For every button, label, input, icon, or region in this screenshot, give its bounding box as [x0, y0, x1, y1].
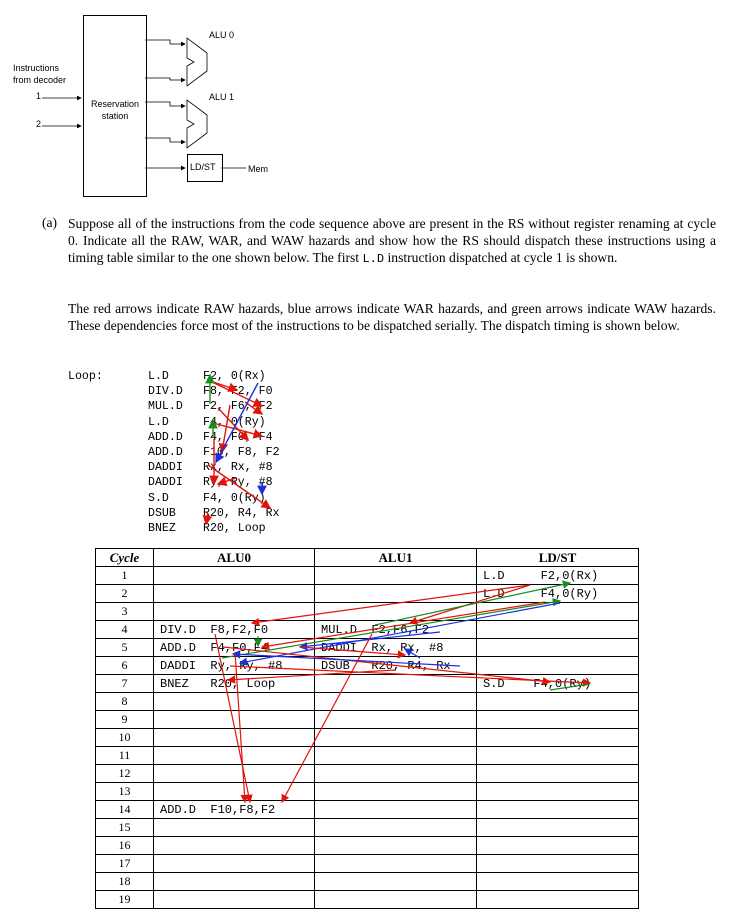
timing-table: [95, 548, 639, 909]
table-row: [96, 783, 639, 801]
cell-cycle: 1: [96, 567, 154, 585]
cell-alu0: [154, 837, 315, 855]
cell-alu1: [315, 765, 477, 783]
cell-cycle: 13: [96, 783, 154, 801]
cell-alu0: [154, 711, 315, 729]
question-text: Suppose all of the instructions from the code sequence above are present in the RS without register renaming at cycle 0. Indicate all the RAW, WAR, and WAW hazards and show how the RS should dispatch these instructions using a timing table similar to the one shown below. The first L.D instruction dispatched at cycle 1 is shown.: [68, 216, 716, 266]
table-row: [96, 837, 639, 855]
code-line-args: F2, F6, F2: [203, 400, 273, 414]
table-row: [96, 639, 639, 657]
table-row: [96, 567, 639, 585]
cell-alu0: [154, 747, 315, 765]
alu1-label: ALU 1: [209, 92, 235, 102]
code-line-op: L.D: [148, 415, 169, 429]
cell-ldst: [477, 693, 639, 711]
cell-alu1: [315, 603, 477, 621]
code-line-args: Rx, Rx, #8: [203, 461, 273, 475]
code-line-op: DIV.D: [148, 385, 183, 399]
table-header-row: [96, 549, 639, 567]
table-row: [96, 891, 639, 909]
code-line-args: R20, R4, Rx: [203, 506, 280, 520]
cell-alu1: [315, 729, 477, 747]
cell-alu1: [315, 873, 477, 891]
alu0-label: ALU 0: [209, 30, 235, 40]
table-row: [96, 657, 639, 675]
code-line-op: DSUB: [148, 506, 176, 520]
header-cycle: Cycle: [96, 549, 154, 567]
table-row: [96, 603, 639, 621]
code-line-args: F2, 0(Rx): [203, 370, 266, 383]
cell-alu0: [154, 873, 315, 891]
cell-cycle: 8: [96, 693, 154, 711]
cell-ldst: [477, 657, 639, 675]
cell-alu1: [315, 837, 477, 855]
mem-label: Mem: [248, 164, 268, 174]
table-row: [96, 621, 639, 639]
cell-cycle: 14: [96, 801, 154, 819]
cell-cycle: 11: [96, 747, 154, 765]
cell-alu1: [315, 819, 477, 837]
header-ldst: LD/ST: [477, 549, 639, 567]
cell-ldst: [477, 621, 639, 639]
reservation-station-label: Reservation station: [90, 99, 140, 121]
ldst-label: LD/ST: [190, 162, 216, 172]
table-row: [96, 819, 639, 837]
cell-cycle: 6: [96, 657, 154, 675]
cell-alu1: [315, 783, 477, 801]
table-row: [96, 765, 639, 783]
cell-cycle: 12: [96, 765, 154, 783]
cell-alu0: [154, 765, 315, 783]
code-line-args: Ry, Ry, #8: [203, 476, 273, 490]
cell-cycle: 9: [96, 711, 154, 729]
code-line-args: F4, 0(Ry): [203, 415, 266, 429]
cell-cycle: 19: [96, 891, 154, 909]
cell-alu0: [154, 567, 315, 585]
cell-cycle: 7: [96, 675, 154, 693]
cell-ldst: L.D F2,0(Rx): [477, 567, 639, 585]
input-1-label: 1: [36, 91, 42, 101]
table-row: [96, 873, 639, 891]
code-line-op: DADDI: [148, 476, 183, 490]
cell-alu0: [154, 783, 315, 801]
cell-ldst: [477, 783, 639, 801]
answer-text: The red arrows indicate RAW hazards, blue arrows indicate WAR hazards, and green arrows indicate WAW hazards. These dependencies force most of the instructions to be dispatched serially. The dispatch timing is shown below.: [68, 301, 716, 333]
header-alu0: ALU0: [154, 549, 315, 567]
code-line-op: BNEZ: [148, 522, 176, 535]
cell-alu1: [315, 711, 477, 729]
cell-cycle: 17: [96, 855, 154, 873]
table-row: [96, 855, 639, 873]
code-line-args: F4, F0, F4: [203, 430, 273, 444]
code-line-op: ADD.D: [148, 430, 183, 444]
cell-ldst: [477, 837, 639, 855]
cell-ldst: [477, 711, 639, 729]
cell-alu0: BNEZ R20, Loop: [154, 675, 315, 693]
cell-alu1: [315, 747, 477, 765]
cell-alu0: DADDI Ry, Ry, #8: [154, 657, 315, 675]
cell-alu0: [154, 693, 315, 711]
cell-cycle: 15: [96, 819, 154, 837]
code-line-args: R20, Loop: [203, 522, 266, 535]
cell-ldst: [477, 603, 639, 621]
cell-ldst: L.D F4,0(Ry): [477, 585, 639, 603]
table-row: [96, 801, 639, 819]
cell-alu0: [154, 891, 315, 909]
code-line-op: ADD.D: [148, 446, 183, 459]
source-label: Instructions from decoder: [13, 63, 67, 85]
cell-alu1: [315, 855, 477, 873]
cell-cycle: 5: [96, 639, 154, 657]
cell-ldst: [477, 729, 639, 747]
header-alu1: ALU1: [315, 549, 477, 567]
cell-ldst: S.D F4,0(Ry): [477, 675, 639, 693]
code-line-op: MUL.D: [148, 400, 183, 414]
cell-alu0: [154, 729, 315, 747]
cell-cycle: 10: [96, 729, 154, 747]
code-line-args: F10, F8, F2: [203, 446, 280, 459]
cell-alu1: [315, 801, 477, 819]
cell-alu1: [315, 585, 477, 603]
input-2-label: 2: [36, 119, 42, 129]
cell-alu1: [315, 675, 477, 693]
table-row: [96, 693, 639, 711]
cell-ldst: [477, 855, 639, 873]
table-row: [96, 729, 639, 747]
cell-cycle: 3: [96, 603, 154, 621]
cell-alu1: [315, 567, 477, 585]
cell-cycle: 4: [96, 621, 154, 639]
cell-ldst: [477, 765, 639, 783]
code-line-op: L.D: [148, 370, 169, 383]
cell-alu1: DSUB R20, R4, Rx: [315, 657, 477, 675]
cell-ldst: [477, 873, 639, 891]
loop-label: Loop:: [68, 370, 103, 383]
code-line-args: F8, F2, F0: [203, 385, 273, 399]
table-row: [96, 747, 639, 765]
cell-alu1: [315, 693, 477, 711]
cell-alu0: ADD.D F4,F0,F4: [154, 639, 315, 657]
table-row: [96, 675, 639, 693]
question-label: (a): [42, 215, 58, 230]
cell-alu1: DADDI Rx, Rx, #8: [315, 639, 477, 657]
table-row: [96, 585, 639, 603]
cell-ldst: [477, 801, 639, 819]
cell-alu0: [154, 603, 315, 621]
table-row: [96, 711, 639, 729]
cell-ldst: [477, 747, 639, 765]
cell-alu0: ADD.D F10,F8,F2: [154, 801, 315, 819]
cell-alu0: DIV.D F8,F2,F0: [154, 621, 315, 639]
code-line-op: S.D: [148, 491, 169, 505]
cell-cycle: 16: [96, 837, 154, 855]
cell-alu0: [154, 855, 315, 873]
cell-cycle: 2: [96, 585, 154, 603]
cell-alu0: [154, 819, 315, 837]
code-line-args: F4, 0(Ry): [203, 491, 266, 505]
cell-ldst: [477, 891, 639, 909]
cell-ldst: [477, 819, 639, 837]
cell-ldst: [477, 639, 639, 657]
cell-alu1: MUL.D F2,F6,F2: [315, 621, 477, 639]
cell-alu0: [154, 585, 315, 603]
code-line-op: DADDI: [148, 461, 183, 475]
cell-alu1: [315, 891, 477, 909]
cell-cycle: 18: [96, 873, 154, 891]
